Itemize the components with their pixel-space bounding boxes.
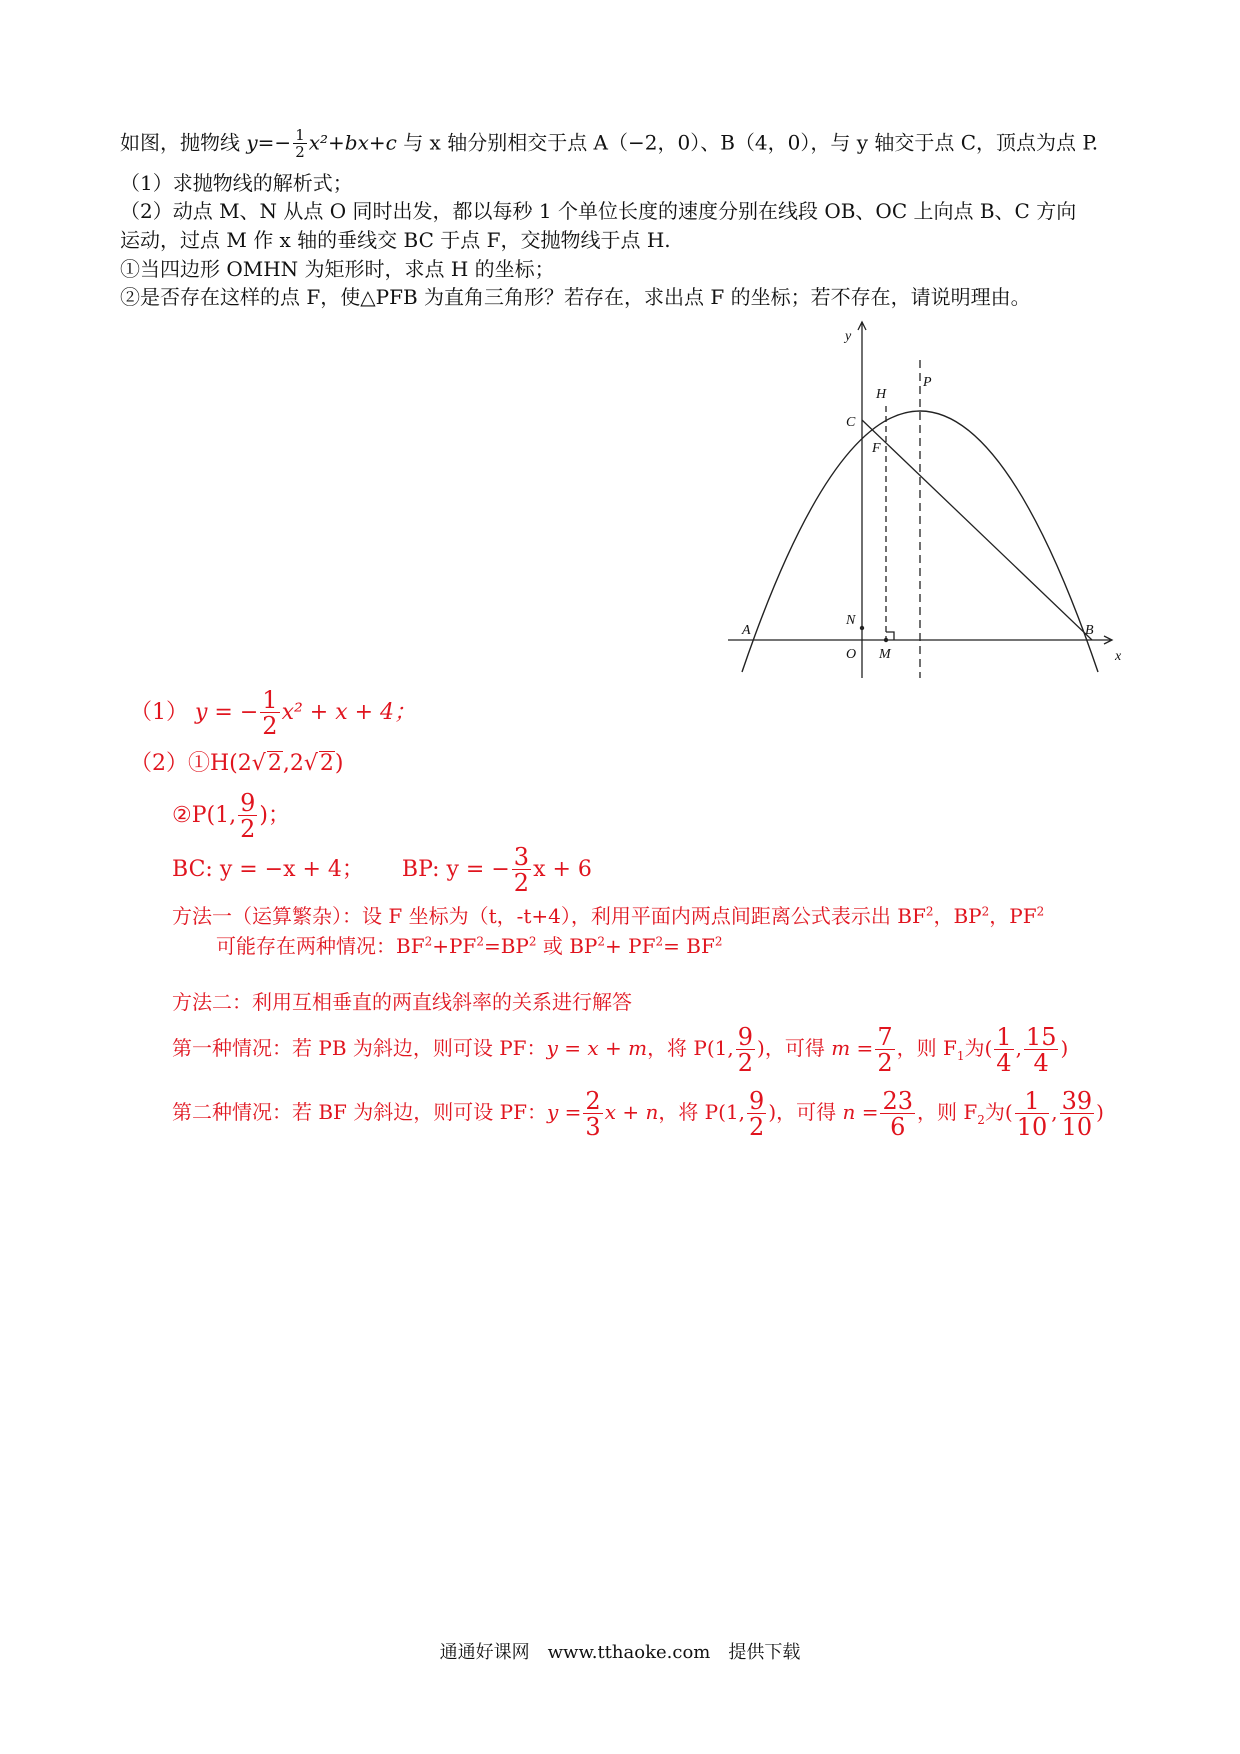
method-1-text-a: 方法一（运算繁杂）：设 F 坐标为（t，-t+4），利用平面内两点间距离公式表示出 BF (172, 904, 926, 928)
answer-2-p-close: )； (259, 803, 290, 828)
parabola-curve (742, 411, 1098, 672)
case-2-text-e: 为( (984, 1100, 1013, 1124)
case-1-m-num: 7 (877, 1022, 893, 1051)
label-c: C (846, 415, 856, 430)
problem-stem (120, 128, 1098, 160)
case-1-f-x (994, 1022, 1013, 1077)
case-2-eq-rhs: x + n (604, 1100, 659, 1124)
method-1-l2-c: =BP (483, 934, 529, 958)
point-m (884, 638, 888, 642)
answer-2-h-comma: , (282, 751, 290, 776)
sq-5: 2 (476, 934, 484, 949)
case-1-p-fraction (736, 1022, 755, 1077)
case-1-fx-num: 1 (996, 1022, 1012, 1051)
question-2-line-2: 运动，过点 M 作 x 轴的垂线交 BC 于点 F，交抛物线于点 H. (120, 228, 671, 252)
method-1-l2-a: 可能存在两种情况：BF (216, 934, 425, 958)
case-2-comma: , (1051, 1100, 1058, 1124)
sq-4: 2 (424, 934, 433, 949)
method-1-l2-e: + PF (605, 934, 656, 958)
answer-1-den: 2 (262, 712, 278, 740)
sq-9: 2 (714, 934, 723, 949)
question-2-part-a: ①当四边形 OMHN 为矩形时，求点 H 的坐标； (120, 257, 555, 281)
sq-2: 2 (981, 904, 990, 919)
label-a: A (742, 623, 751, 638)
case-2-n-den: 6 (880, 1113, 915, 1139)
bc-equation: BC: y = −x + 4； (172, 857, 364, 882)
bp-num: 3 (513, 843, 530, 871)
case-1-p-den: 2 (737, 1048, 754, 1077)
label-f: F (872, 441, 881, 456)
method-1-l2-d: 或 BP (536, 934, 598, 958)
case-2-eq-fraction (583, 1086, 602, 1141)
method-1-l2-b: +PF (432, 934, 477, 958)
case-2-text-d: ，则 F (917, 1100, 978, 1124)
case-2-text-b: ，将 P(1, (658, 1100, 746, 1124)
case-1-m-den: 2 (877, 1048, 893, 1077)
case-1 (172, 1022, 1068, 1075)
method-1-text-c: ，PF (989, 904, 1037, 928)
case-2-eq-lhs: y = (546, 1100, 582, 1124)
segment-bc (862, 420, 1092, 640)
bp-fraction (512, 845, 531, 895)
sq-8: 2 (655, 934, 664, 949)
answer-2-label: （2） (130, 751, 188, 776)
label-x: x (1115, 649, 1122, 664)
sq-1: 2 (925, 904, 934, 919)
question-2-line-1: （2）动点 M、N 从点 O 同时出发，都以每秒 1 个单位长度的速度分别在线段 OB、OC 上向点 B、C 方向 (120, 199, 1077, 223)
answer-2-p-num: 9 (240, 789, 256, 817)
case-1-text-b: ，将 P(1, (647, 1036, 734, 1060)
bp-den: 2 (513, 869, 530, 897)
case-1-fy-num: 15 (1025, 1022, 1057, 1051)
stem-eq-rest: x²+bx+c (308, 130, 397, 155)
line-equations (172, 844, 592, 896)
answer-2-h-root1: 2 (267, 751, 282, 776)
label-h: H (876, 387, 887, 402)
label-y: y (845, 329, 852, 344)
page-footer: 通通好课网 www.tthaoke.com 提供下载 (439, 1642, 801, 1663)
stem-eq-sign: =− (257, 130, 292, 155)
case-1-comma: , (1015, 1036, 1022, 1060)
case-1-text-e: 为( (964, 1036, 993, 1060)
answer-2-h-open: ①H( (188, 751, 238, 776)
sq-6: 2 (528, 934, 537, 949)
case-1-fy-den: 4 (1024, 1049, 1059, 1075)
case-2-f-x (1015, 1086, 1050, 1141)
answer-1-rhs: x² + x + 4； (281, 700, 417, 725)
parabola-figure (720, 318, 1120, 678)
bp-equation-lhs: BP: y = − (401, 857, 510, 882)
answer-2-h: （2）①H(2√2,2√2) (130, 751, 344, 776)
case-2-fy-den: 10 (1061, 1112, 1093, 1141)
case-1-m: m = (831, 1036, 874, 1060)
answer-1-label: （1） (130, 700, 188, 725)
case-2-p-num: 9 (749, 1086, 765, 1115)
case-1-f-y (1024, 1022, 1059, 1077)
point-n (860, 626, 864, 630)
answer-2-p-open: ②P(1, (172, 803, 237, 828)
case-2-n-num: 23 (882, 1086, 914, 1115)
answer-1-lhs: y = − (195, 700, 259, 725)
case-1-m-fraction (875, 1022, 894, 1077)
question-1: （1）求抛物线的解析式； (120, 171, 353, 195)
case-1-text-a: 第一种情况：若 PB 为斜边，则可设 PF： (172, 1036, 547, 1060)
method-1-text-b: ，BP (933, 904, 982, 928)
case-1-text-c: )，可得 (757, 1036, 832, 1060)
label-b: B (1085, 623, 1094, 638)
answer-2-h-root2: 2 (319, 751, 334, 776)
case-1-p-num: 9 (737, 1022, 754, 1051)
answer-1-num: 1 (262, 686, 278, 714)
method-1-line-1 (172, 904, 1044, 928)
stem-text-1: 如图，抛物线 (120, 130, 247, 155)
stem-text-2: 与 x 轴分别相交于点 A（−2，0）、B（4，0），与 y 轴交于点 C，顶点为点 P. (396, 130, 1099, 155)
case-2-fy-num: 39 (1061, 1086, 1093, 1115)
question-2-part-b: ②是否存在这样的点 F，使△PFB 为直角三角形？若存在，求出点 F 的坐标；若不存在，请说明理由。 (120, 285, 1031, 309)
answer-2-p-den: 2 (240, 815, 256, 843)
method-1-line-2 (216, 934, 722, 958)
case-2-p-den: 2 (749, 1112, 765, 1141)
stem-eq-fraction (293, 128, 307, 160)
answer-2-p-fraction (238, 791, 257, 841)
answer-2-p (172, 790, 290, 842)
bp-equation-rhs: x + 6 (533, 857, 592, 882)
case-2-fx-den: 10 (1016, 1112, 1048, 1141)
case-1-text-d: ，则 F (896, 1036, 957, 1060)
answer-2-h-coef2: 2 (289, 751, 304, 776)
case-1-fx-den: 4 (996, 1048, 1012, 1077)
case-2-sub: 2 (977, 1113, 985, 1127)
case-1-eq: y = x + m (546, 1036, 648, 1060)
label-m: M (879, 647, 891, 662)
case-1-close: ) (1060, 1036, 1069, 1060)
sq-3: 2 (1036, 904, 1045, 919)
answer-2-h-coef1: 2 (237, 751, 252, 776)
case-2 (172, 1086, 1104, 1139)
stem-frac-den: 2 (295, 143, 305, 161)
case-2-close: ) (1096, 1100, 1104, 1124)
case-2-eq-den: 3 (585, 1112, 601, 1141)
case-2-eq-num: 2 (585, 1086, 601, 1115)
case-2-text-a: 第二种情况：若 BF 为斜边，则可设 PF： (172, 1100, 547, 1124)
label-o: O (846, 647, 857, 662)
case-2-n-fraction (880, 1086, 915, 1141)
case-2-fx-num: 1 (1024, 1086, 1040, 1115)
method-2-title: 方法二：利用互相垂直的两直线斜率的关系进行解答 (172, 990, 632, 1014)
case-2-f-y (1060, 1086, 1095, 1141)
stem-eq-y: y (246, 130, 258, 155)
stem-frac-num: 1 (295, 126, 305, 144)
case-2-text-c: )，可得 (768, 1100, 843, 1124)
label-p: P (923, 375, 932, 390)
case-1-sub: 1 (956, 1049, 965, 1063)
label-n: N (846, 613, 856, 628)
answer-1-fraction (260, 688, 279, 738)
case-2-n: n = (842, 1100, 879, 1124)
method-1-l2-f: = BF (663, 934, 715, 958)
sq-7: 2 (597, 934, 606, 949)
case-2-p-fraction (747, 1086, 766, 1141)
answer-2-h-close: ) (334, 751, 344, 776)
answer-1 (130, 688, 416, 738)
